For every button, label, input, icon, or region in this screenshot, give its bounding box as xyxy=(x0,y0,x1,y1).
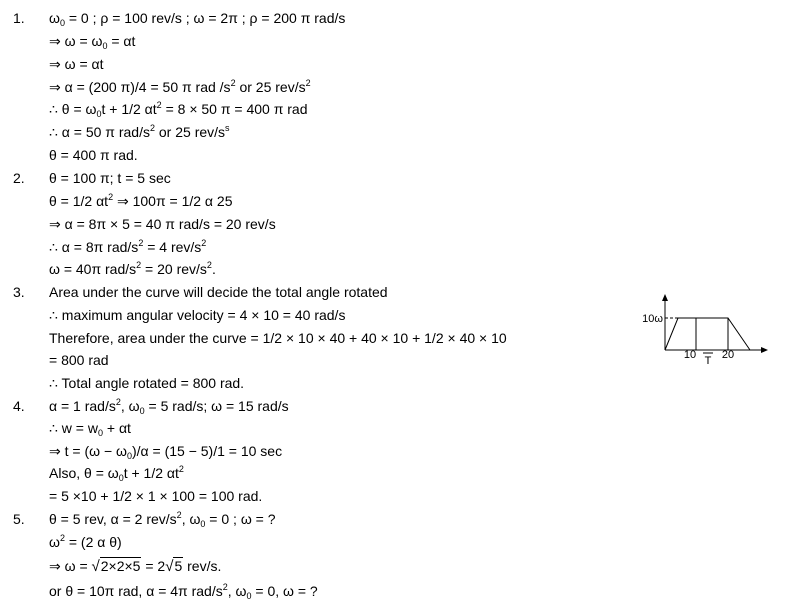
item-3-line-1: Area under the curve will decide the total angle rotated xyxy=(49,284,388,300)
graph-y-arrow xyxy=(662,294,668,301)
graph-x-label-T: T xyxy=(704,355,712,364)
item-4-line-4: Also, $\theta = \omega_0t + 1/2$ $\alpha t^2$ xyxy=(49,464,184,483)
graph-curve xyxy=(665,318,750,350)
item-1-line-7: θ = 400 π rad. xyxy=(49,147,138,163)
item-2-line-2: θ = 1/2 $\alpha t^2$ ⇒ 100π = 1/2 α 25 xyxy=(49,192,233,209)
velocity-time-graph xyxy=(632,294,772,364)
item-5-line-2: $\omega^2 = (2$ α θ) xyxy=(49,533,122,550)
item-4-line-3: ⇒ $t = (\omega - \omega_0)/\alpha = (15 - 5)/1 = 10$ sec xyxy=(49,443,283,461)
item-1-line-3: ⇒ ω = αt xyxy=(49,56,104,72)
item-3-line-3: Therefore, area under the curve = 1/2 × 10 × 40 + 40 × 10 + 1/2 × 40 × 10 xyxy=(49,330,507,346)
item-5-line-3: ⇒ ω = √2×2×5 = 2√5 rev/s. xyxy=(49,558,222,575)
item-4-number: 4. xyxy=(13,398,25,414)
graph-y-label: 10ω xyxy=(642,313,663,325)
item-5-line-1: θ = 5 rev, α = 2 rev/$s^2$, $\omega_0 = 0$ ; ω = ? xyxy=(49,510,276,529)
item-1-number: 1. xyxy=(13,10,25,26)
item-5-number: 5. xyxy=(13,511,25,527)
item-2-number: 2. xyxy=(13,170,25,186)
item-1-line-2: ⇒ $\omega = \omega_0 = \alpha t$ xyxy=(49,33,136,51)
item-2-line-3: ⇒ α = 8π × 5 = 40 π rad/s = 20 rev/s xyxy=(49,216,276,232)
graph-x-label-20: 20 xyxy=(721,349,735,361)
item-4-line-5: = 5 ×10 + 1/2 × 1 × 100 = 100 rad. xyxy=(49,488,263,504)
item-1-line-4: ⇒ α = (200 π)/4 = 50 π rad $/s^2$ or 25 rev/$s^2$ xyxy=(49,78,311,95)
item-4-line-1: α = 1 rad/$s^2$, $\omega_0 = 5$ rad/s; ω = 15 rad/s xyxy=(49,397,289,416)
item-1-line-5: ∴ $\theta = \omega_0t + 1/2$ $\alpha t^2 = 8 \times 50$ π = 400 π rad xyxy=(49,100,308,119)
item-1-line-6: ∴ α = 50 π rad/$s^2$ or 25 rev/$s^s$ xyxy=(49,123,230,140)
item-4-line-2: ∴ $w = w_0 + \alpha t$ xyxy=(49,420,131,438)
item-2-line-1: θ = 100 π; t = 5 sec xyxy=(49,170,171,186)
graph-x-arrow xyxy=(761,347,768,353)
item-3-line-5: ∴ Total angle rotated = 800 rad. xyxy=(49,375,245,391)
item-3-line-2: ∴ maximum angular velocity = 4 × 10 = 40 rad/s xyxy=(49,307,346,323)
item-5-line-4: or θ = 10π rad, α = 4π rad/$s^2$, $\omega_0 = 0$, ω = ? xyxy=(49,582,318,601)
item-3-number: 3. xyxy=(13,284,25,300)
item-2-line-5: ω = 40π rad/$s^2 = 20$ rev/$s^2$. xyxy=(49,260,216,277)
item-1-line-1: $\omega_0 = 0$ ; ρ = 100 rev/s ; ω = 2π ; ρ = 200 π rad/s xyxy=(49,10,346,28)
item-3-line-4: = 800 rad xyxy=(49,352,109,368)
item-2-line-4: ∴ α = 8π rad/$s^2 = 4$ rev/$s^2$ xyxy=(49,238,207,255)
graph-x-label-10: 10 xyxy=(683,349,697,361)
